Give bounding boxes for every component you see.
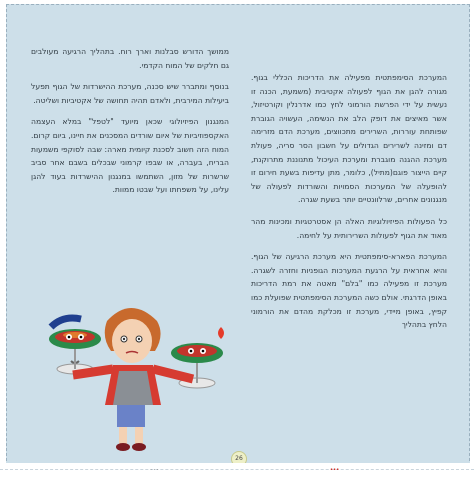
footer-strip (0, 463, 474, 480)
right-paragraph-3: המערכת הפארא-סימפתטית היא מערכת הרגיעה של הגוף. והיא אחראית על הרגעת המערכות הגופניות וחזרה לשגרה. מערכת זו מפעילה כמו "בלם" מאטה את רמת הדריכות באופן הדרגתי. אולם כשה המערכת הסימפתטית שפועלת כמו קפיץ, באופן מיידי, מערכת זו מכלקת מהדם את הורמוני הלחץ בתהליך (251, 252, 447, 330)
left-paragraph-1: ממושך הדורש סבלנות וארך רוח. בתהליך הרגיעה מעולבים גם חלקים של המוח הקדמי. (31, 47, 229, 70)
girl-figure (73, 308, 193, 451)
footer-divider (0, 469, 474, 470)
right-text-column (251, 71, 447, 340)
left-text-column (31, 45, 229, 205)
book-page (6, 4, 470, 476)
right-paragraph-2: כל הפעולות הפיזיולוגיות האלה הן אסטרטגיות ומכינות מהר מאוד את הגוף לפעולות השרירותית על לחימה. (251, 216, 447, 240)
footer-text: ... (150, 464, 160, 472)
left-paragraph-3: המנגנון הפיזיולוגי שכאן מיועד "לטפל" במלא העצמה האקספוזיביות של איום שורדים המסכנים את חיינו, ביום קרום. המוח הזה חשוב לסכנת קיומית מארה: שבה לסוקפי משמעות הבריח, בעברה, או שבפו קרמוני שבכלים בשבם אחר סביב שרשרות של מזון, השתמשו במנגנון ההישרדות בעוד להגן עלינו, על משפחתו ועל שבטו ממוות. (31, 117, 229, 195)
left-spinning-plate (49, 318, 101, 374)
footer-red-heading: ... (330, 463, 340, 472)
girl-juggling-plates-illustration (31, 297, 231, 457)
page-number: 26 (231, 451, 247, 467)
right-paragraph-1: המערכת הסימפתטית מפעילה את הדריכות הכללי בגוף. מגורה להגן את הגוף לפעולה אקטיבית (משמעת, הכנה זו נעשית על ידי הפרשת הורמוני לחץ כמו אדרנלין וקורטיזול, אשר מאיצים את דופק הלב את הנשימה, העשויה הגוברת שפותחת עוררות, השרירים מתכווצים, מערכת הדם מזרימה דם ומזינה לשרירים הגדולים על חשבון הסר סריה, פעולת מערכת ההגנה מוגברת ומערכת העיכול מתנוננת מתרוקנת, קיים הייצור פוגם(מתיל), כלומר, מתן עדיפות בשעת חירום זו להופעלה של המערכות הסמויות והשורדות לפעולה של מנגנונים אחרים, שרלוונטיים יותר בשעת שגרה. (251, 73, 447, 205)
left-paragraph-2: בנוסף ומתברר שיש סכנה, מערכת ההישרדות של הגוף תפעל ביעילות המירבית, ולאדם תהיה תחושה של אקטיביות ושליטה. (31, 82, 229, 105)
